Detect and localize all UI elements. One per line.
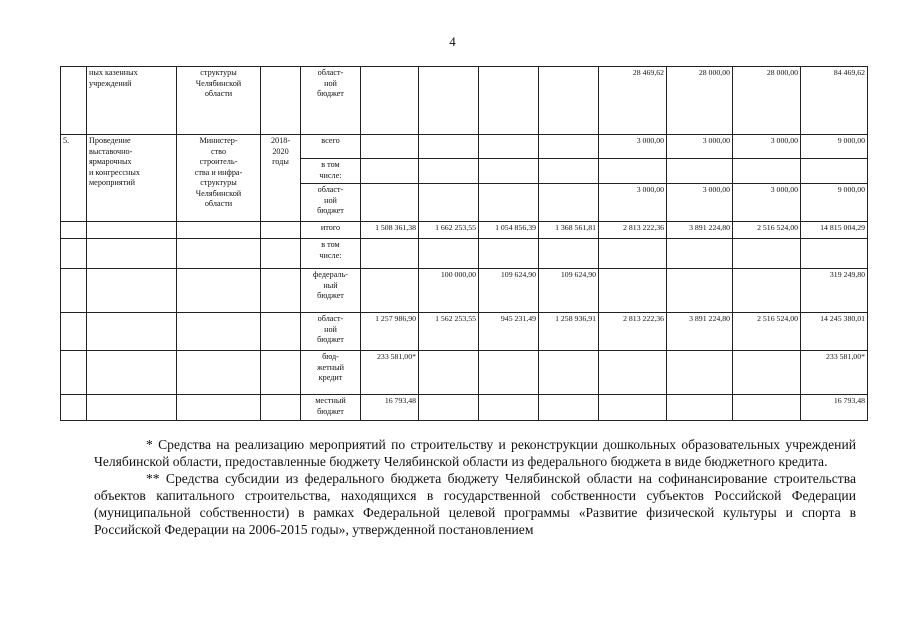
funding-source-cell: в том числе: (301, 239, 361, 269)
table-row (61, 135, 868, 159)
amount-cell-total: 233 581,00* (801, 351, 868, 395)
period-cell (261, 222, 301, 239)
amount-cell-2018 (599, 395, 667, 421)
amount-cell-2014 (361, 184, 419, 222)
amount-cell-2015: 100 000,00 (419, 269, 479, 313)
amount-cell-2016 (479, 184, 539, 222)
amount-cell-2017 (539, 135, 599, 159)
footnote-budget-credit: * Средства на реализацию мероприятий по строительству и реконструкции дошкольных образовательных учреждений Челябинской области, предоставленные бюджету Челябинской области из федерального бюджета в виде бюджетного кредита. (94, 437, 856, 469)
amount-cell-2018: 2 813 222,36 (599, 222, 667, 239)
amount-cell-2018: 2 813 222,36 (599, 313, 667, 351)
amount-cell-total: 14 245 380,01 (801, 313, 868, 351)
executor-cell (177, 313, 261, 351)
amount-cell-2015 (419, 159, 479, 184)
amount-cell-2020 (733, 351, 801, 395)
amount-cell-2017: 109 624,90 (539, 269, 599, 313)
amount-cell-2017 (539, 351, 599, 395)
amount-cell-2015 (419, 395, 479, 421)
footnotes (94, 436, 856, 538)
row-number-cell (61, 67, 87, 135)
amount-cell-total: 14 815 004,29 (801, 222, 868, 239)
amount-cell-2016 (479, 67, 539, 135)
amount-cell-2015 (419, 67, 479, 135)
event-name-cell (87, 395, 177, 421)
executor-cell: Министер- ство строитель- ства и инфра- структуры Челябинской области (177, 135, 261, 222)
amount-cell-2020 (733, 239, 801, 269)
period-cell (261, 67, 301, 135)
amount-cell-2015: 1 562 253,55 (419, 313, 479, 351)
amount-cell-total (801, 239, 868, 269)
table-row (61, 67, 868, 135)
amount-cell-2020: 28 000,00 (733, 67, 801, 135)
period-cell (261, 313, 301, 351)
executor-cell (177, 351, 261, 395)
amount-cell-total: 84 469,62 (801, 67, 868, 135)
funding-source-cell: федераль- ный бюджет (301, 269, 361, 313)
funding-source-cell: област- ной бюджет (301, 67, 361, 135)
amount-cell-2014 (361, 269, 419, 313)
funding-source-cell: местный бюджет (301, 395, 361, 421)
amount-cell-2016 (479, 239, 539, 269)
amount-cell-2018 (599, 351, 667, 395)
amount-cell-2015: 1 662 253,55 (419, 222, 479, 239)
amount-cell-2017: 1 368 561,81 (539, 222, 599, 239)
amount-cell-2019 (667, 351, 733, 395)
amount-cell-total: 16 793,48 (801, 395, 868, 421)
period-cell (261, 395, 301, 421)
amount-cell-2017 (539, 67, 599, 135)
event-name-cell: ных казенных учреждений (87, 67, 177, 135)
period-cell (261, 239, 301, 269)
amount-cell-2015 (419, 351, 479, 395)
amount-cell-2016: 109 624,90 (479, 269, 539, 313)
amount-cell-2017: 1 258 936,91 (539, 313, 599, 351)
executor-cell (177, 395, 261, 421)
table-row (61, 395, 868, 421)
amount-cell-2019: 3 000,00 (667, 135, 733, 159)
amount-cell-2019 (667, 239, 733, 269)
funding-source-cell: итого (301, 222, 361, 239)
event-name-cell (87, 351, 177, 395)
amount-cell-2016 (479, 135, 539, 159)
amount-cell-2019: 3 891 224,80 (667, 222, 733, 239)
table-row (61, 313, 868, 351)
amount-cell-2016 (479, 159, 539, 184)
event-name-cell (87, 222, 177, 239)
table-row (61, 222, 868, 239)
amount-cell-2019 (667, 395, 733, 421)
amount-cell-2017 (539, 395, 599, 421)
amount-cell-total: 319 249,80 (801, 269, 868, 313)
amount-cell-2020: 3 000,00 (733, 184, 801, 222)
event-name-cell: Проведение выставочно- ярмарочных и конгрессных мероприятий (87, 135, 177, 222)
amount-cell-2018: 28 469,62 (599, 67, 667, 135)
row-number-cell (61, 239, 87, 269)
row-number-cell (61, 222, 87, 239)
amount-cell-2020: 3 000,00 (733, 135, 801, 159)
funding-source-cell: в том числе: (301, 159, 361, 184)
amount-cell-2018 (599, 269, 667, 313)
event-name-cell (87, 239, 177, 269)
amount-cell-2014 (361, 135, 419, 159)
amount-cell-2017 (539, 184, 599, 222)
amount-cell-2020: 2 516 524,00 (733, 222, 801, 239)
amount-cell-2019 (667, 269, 733, 313)
amount-cell-2018 (599, 239, 667, 269)
amount-cell-2019: 3 000,00 (667, 184, 733, 222)
amount-cell-2020: 2 516 524,00 (733, 313, 801, 351)
amount-cell-2014 (361, 239, 419, 269)
funding-source-cell: бюд- жетный кредит (301, 351, 361, 395)
amount-cell-2014: 1 508 361,38 (361, 222, 419, 239)
amount-cell-total: 9 000,00 (801, 135, 868, 159)
page-number: 4 (449, 34, 456, 49)
row-number-cell (61, 395, 87, 421)
amount-cell-total: 9 000,00 (801, 184, 868, 222)
amount-cell-2017 (539, 159, 599, 184)
amount-cell-2020 (733, 395, 801, 421)
executor-cell (177, 269, 261, 313)
amount-cell-2014 (361, 67, 419, 135)
budget-table (60, 66, 868, 421)
executor-cell (177, 239, 261, 269)
amount-cell-2015 (419, 184, 479, 222)
funding-source-cell: област- ной бюджет (301, 184, 361, 222)
amount-cell-2016 (479, 395, 539, 421)
amount-cell-2018: 3 000,00 (599, 184, 667, 222)
amount-cell-2017 (539, 239, 599, 269)
executor-cell: структуры Челябинской области (177, 67, 261, 135)
funding-source-cell: всего (301, 135, 361, 159)
row-number-cell: 5. (61, 135, 87, 222)
row-number-cell (61, 351, 87, 395)
amount-cell-2014 (361, 159, 419, 184)
amount-cell-2016: 1 054 856,39 (479, 222, 539, 239)
amount-cell-total (801, 159, 868, 184)
amount-cell-2016 (479, 351, 539, 395)
executor-cell (177, 222, 261, 239)
period-cell: 2018- 2020 годы (261, 135, 301, 222)
row-number-cell (61, 313, 87, 351)
event-name-cell (87, 313, 177, 351)
period-cell (261, 351, 301, 395)
amount-cell-2020 (733, 269, 801, 313)
amount-cell-2020 (733, 159, 801, 184)
amount-cell-2019: 28 000,00 (667, 67, 733, 135)
table-row (61, 351, 868, 395)
amount-cell-2016: 945 231,49 (479, 313, 539, 351)
amount-cell-2014: 1 257 986,90 (361, 313, 419, 351)
amount-cell-2014: 233 581,00* (361, 351, 419, 395)
amount-cell-2015 (419, 239, 479, 269)
event-name-cell (87, 269, 177, 313)
amount-cell-2015 (419, 135, 479, 159)
funding-source-cell: област- ной бюджет (301, 313, 361, 351)
amount-cell-2019 (667, 159, 733, 184)
table-row (61, 239, 868, 269)
period-cell (261, 269, 301, 313)
row-number-cell (61, 269, 87, 313)
amount-cell-2014: 16 793,48 (361, 395, 419, 421)
amount-cell-2018: 3 000,00 (599, 135, 667, 159)
amount-cell-2018 (599, 159, 667, 184)
footnote-subsidy: ** Средства субсидии из федерального бюджета бюджету Челябинской области на софинансирование строительства объектов капитального строительства, находящихся в государственной собственности субъектов Российской Федерации (муниципальной собственности) в рамках Федеральной целевой программы «Развитие физической культуры и спорта в Российской Федерации на 2006-2015 годы», утвержденной постановлением (94, 471, 856, 537)
amount-cell-2019: 3 891 224,80 (667, 313, 733, 351)
table-row (61, 269, 868, 313)
